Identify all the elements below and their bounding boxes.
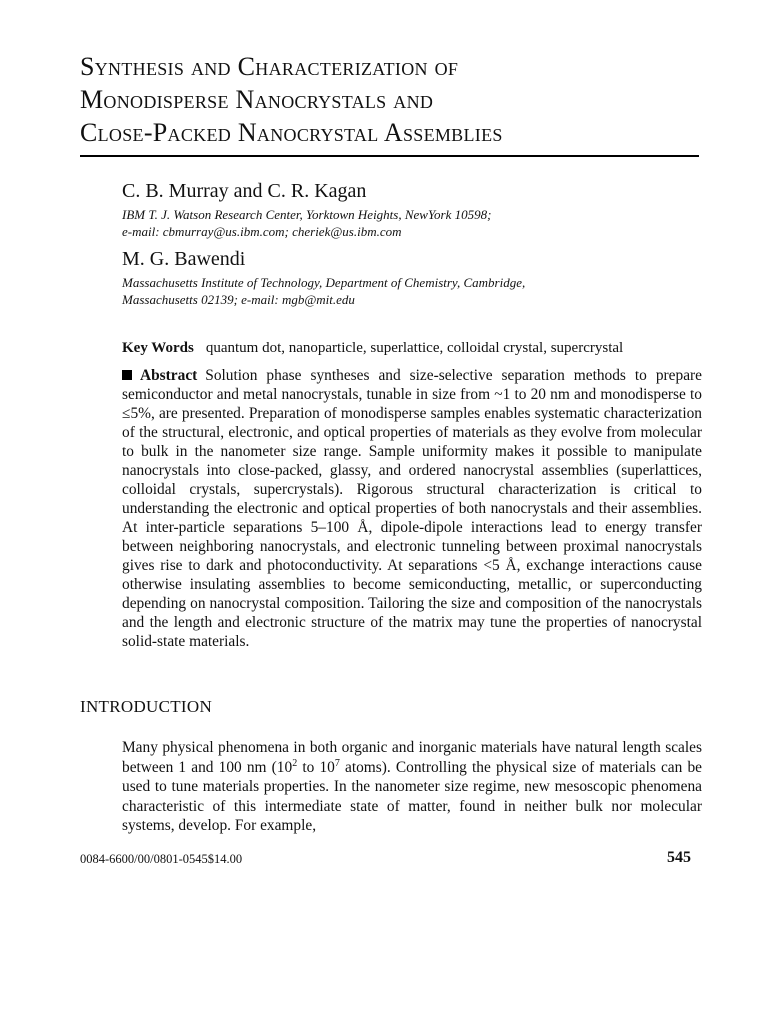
section-heading: INTRODUCTION xyxy=(80,697,213,716)
introduction-paragraph xyxy=(122,738,702,836)
author-names: C. B. Murray and C. R. Kagan xyxy=(122,180,367,202)
title-rule xyxy=(80,155,699,157)
intro-text: to 10 xyxy=(297,758,335,776)
title-line: Synthesis and Characterization of xyxy=(80,52,459,81)
intro-text: atoms). Controlling the physical size of materials can be used to tune materials properties. In the nanometer size regime, new mesoscopic phenomena characteristic of this intermediate state of matter, found in neither bulk nor molecular systems, develop. For example, xyxy=(122,758,703,834)
keywords xyxy=(122,340,623,357)
abstract xyxy=(122,366,702,651)
title-line: Monodisperse Nanocrystals and xyxy=(80,85,434,114)
square-bullet-icon xyxy=(122,370,132,380)
author-email: Massachusetts 02139; e-mail: mgb@mit.edu xyxy=(122,292,355,307)
superscript: 7 xyxy=(334,757,340,769)
abstract-text: Solution phase syntheses and size-selective separation methods to prepare semiconductor and metal nanocrystals, tunable in size from ~1 to 20 nm and monodisperse to ≤5%, are presented. Preparation of monodisperse samples enables systematic characterization of the structural, electronic, and optical properties of materials as they evolve from molecular to bulk in the nanometer size range. Sample uniformity makes it possible to manipulate nanocrystals into close-packed, glassy, and ordered nanocrystal assemblies (superlattices, colloidal crystals, supercrystals). Rigorous structural characterization is critical to understanding the electronic and optical properties of both nanocrystals and their assemblies. At inter-particle separations 5–100 Å, dipole-dipole interactions lead to energy transfer between neighboring nanocrystals, and electronic tunneling between proximal nanocrystals gives rise to dark and photoconductivity. At separations <5 Å, exchange interactions cause otherwise insulating assemblies to become semiconducting, metallic, or superconducting depending on nanocrystal composition. Tailoring the size and composition of the nanocrystals and the length and electronic structure of the matrix may tune the properties of nanocrystal solid-state materials. xyxy=(122,367,702,650)
author-affiliation: IBM T. J. Watson Research Center, Yorktown Heights, NewYork 10598; xyxy=(122,207,492,222)
author-affiliation: Massachusetts Institute of Technology, Department of Chemistry, Cambridge, xyxy=(122,275,526,290)
footer-code: 0084-6600/00/0801-0545$14.00 xyxy=(80,852,243,866)
author-names: M. G. Bawendi xyxy=(122,248,246,270)
superscript: 2 xyxy=(292,757,298,769)
keywords-label: Key Words xyxy=(122,340,194,356)
intro-text: Many physical phenomena in both organic and inorganic materials have natural length scales between 1 and 100 nm (10 xyxy=(122,739,702,776)
page-number: 545 xyxy=(667,849,691,866)
author-email: e-mail: cbmurray@us.ibm.com; cheriek@us.ibm.com xyxy=(122,224,402,239)
paper-title xyxy=(80,50,700,149)
abstract-label: Abstract xyxy=(140,367,198,384)
keywords-text: quantum dot, nanoparticle, superlattice, colloidal crystal, supercrystal xyxy=(205,340,624,356)
title-line: Close-Packed Nanocrystal Assemblies xyxy=(80,118,503,147)
